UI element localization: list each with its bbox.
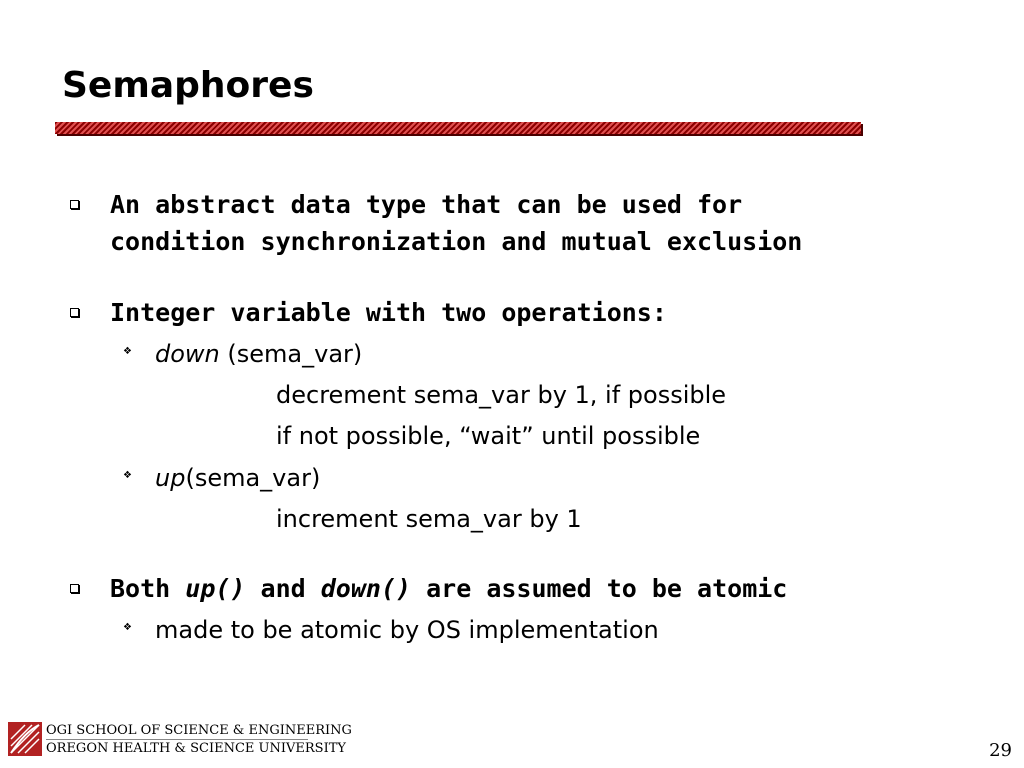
- title-underline: [55, 122, 861, 134]
- bullet-text-emphasis: down(): [320, 574, 412, 603]
- sub-bullet-text: made to be atomic by OS implementation: [155, 616, 659, 644]
- down-detail-wait: if not possible, “wait” until possible: [276, 422, 701, 450]
- bullet-text: [110, 294, 900, 331]
- operation-name: up: [155, 464, 186, 492]
- up-detail-increment: increment sema_var by 1: [276, 505, 582, 533]
- bullet-text-part: are assumed to be atomic: [411, 574, 788, 603]
- bullet-text-part: Both: [110, 574, 186, 603]
- operation-name: down: [155, 340, 220, 368]
- square-bullet-icon: [70, 308, 79, 317]
- bullet-text-emphasis: up(): [185, 574, 246, 603]
- page-number: 29: [989, 740, 1012, 761]
- bullet-text-part: and: [245, 574, 321, 603]
- bullet-line: An abstract data type that can be used for: [110, 190, 743, 219]
- operation-args: (sema_var): [185, 464, 321, 492]
- sub-bullet-text: [155, 462, 320, 494]
- square-bullet-icon: [70, 584, 79, 593]
- footer-divider: [46, 739, 308, 740]
- sub-bullet-text: [155, 338, 362, 370]
- bullet-line: condition synchronization and mutual exclusion: [110, 227, 803, 256]
- operation-args: (sema_var): [219, 340, 363, 368]
- diamond-bullet-icon: ❖: [123, 346, 132, 357]
- bullet-line: Integer variable with two operations:: [110, 298, 667, 327]
- square-bullet-icon: [70, 200, 79, 209]
- bullet-text: [110, 186, 900, 260]
- institution-line-2: OREGON HEALTH & SCIENCE UNIVERSITY: [46, 741, 346, 756]
- ogi-logo-icon: [8, 722, 42, 756]
- institution-line-1: OGI SCHOOL OF SCIENCE & ENGINEERING: [46, 723, 352, 738]
- slide-title: Semaphores: [62, 65, 314, 106]
- diamond-bullet-icon: ❖: [123, 470, 132, 481]
- down-detail-decrement: decrement sema_var by 1, if possible: [276, 381, 727, 409]
- diamond-bullet-icon: ❖: [123, 622, 132, 633]
- bullet-text: [110, 570, 900, 607]
